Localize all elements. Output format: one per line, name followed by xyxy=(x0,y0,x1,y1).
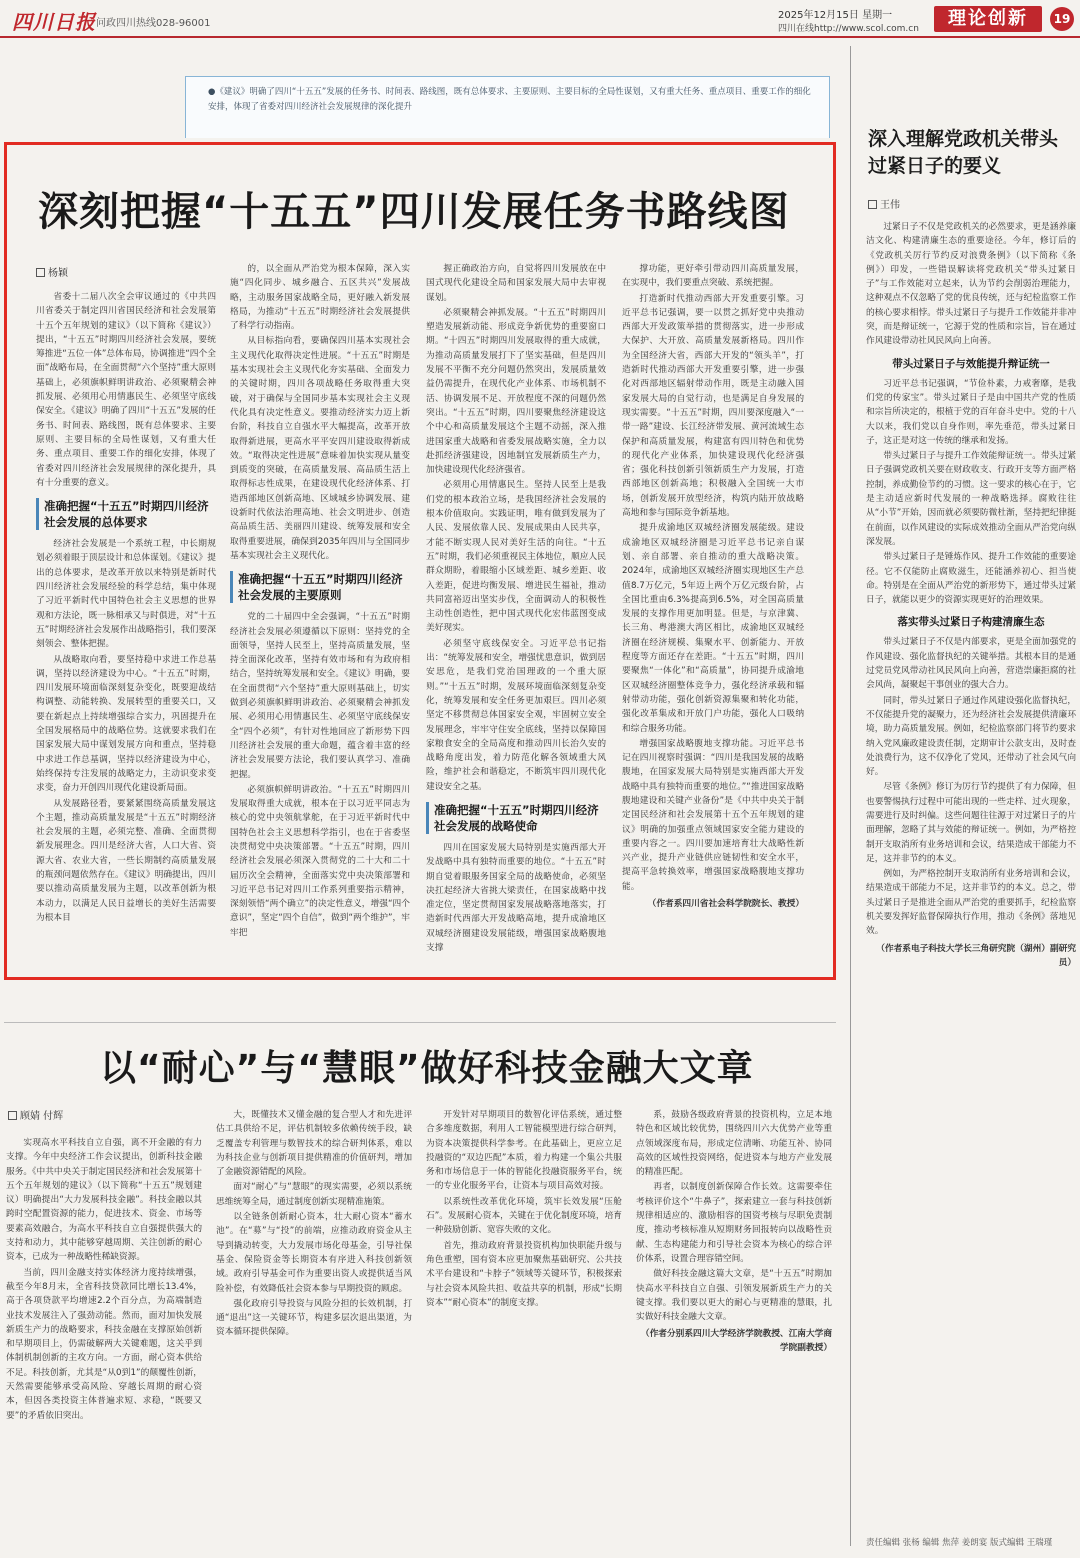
paragraph: 系，鼓励各级政府背景的投资机构，立足本地特色和区域比较优势，围绕四川六大优势产业等重点领域深度布局，形成定位清晰、功能互补、协同高效的区域性投资网络，促进资本与地方产业发展的精准匹配。 xyxy=(636,1110,832,1178)
second-byline-text: 顾婧 付辉 xyxy=(20,1111,64,1122)
second-author-note: （作者分别系四川大学经济学院教授、江南大学商学院副教授） xyxy=(640,1329,832,1354)
page-number: 19 xyxy=(1050,7,1074,31)
paragraph: 强化政府引导投资与风险分担的长效机制，打通“退出”这一关键环节，构建多层次退出渠道，为资本循环提供保障。 xyxy=(216,1298,412,1338)
summary-callout xyxy=(185,76,830,138)
paragraph: 同时，带头过紧日子通过作风建设强化监督执纪，不仅能提升党的凝聚力，还为经济社会发展提供清廉环境，助力高质量发展。例如，纪检监察部门将节约要求纳入党风廉政建设责任制，定期审计公款支出，及时查处浪费行为，这不仅净化了党风，还带动了社会风气向好。 xyxy=(866,695,1076,778)
newspaper-logo: 四川日报 xyxy=(12,10,96,34)
paragraph: 带头过紧日子是锤炼作风、提升工作效能的重要途径。它不仅能防止腐败滋生，还能涵养初心、担当使命。特别是在全面从严治党的新形势下，通过带头过紧日子，就能以更少的资源实现更好的治理效果。 xyxy=(866,552,1076,606)
second-column-2 xyxy=(216,1108,412,1552)
feature-article-title: 深刻把握“十五五”四川发展任务书路线图 xyxy=(38,189,790,235)
feature-byline xyxy=(36,264,68,279)
sidebar-subhead-2: 落实带头过紧日子构建清廉生态 xyxy=(897,616,1045,629)
sidebar-subhead-1: 带头过紧日子与效能提升辩证统一 xyxy=(892,357,1050,370)
paragraph: 从目标指向看，要确保四川基本实现社会主义现代化取得决定性进展。“十五五”时期是基本实现社会主义现代化夯实基础、全面发力的关键时期，四川各项战略任务取得重大突破，对于确保与全国同步基本实现社会主义现代化具有决定性意义。要推动经济实力迈上新台阶，科技自立自强水平大幅提高，改革开放取得新进展，更高水平平安四川建设取得新成效。“取得决定性进展”意味着加快实现从量变到质变的突破，在高质量发展、高品质生活上取得标志性成果，在建设现代化经济体系、打造西部地区创新高地、区域城乡协调发展、建设新时代依法治理高地、社会文明进步、创造高品质生活、美丽四川建设、统筹发展和安全取得重要进展，确保到2035年四川与全国同步基本实现社会主义现代化。 xyxy=(230,336,410,561)
second-article-title: 以“耐心”与“慧眼”做好科技金融大文章 xyxy=(100,1048,754,1089)
second-byline xyxy=(8,1107,63,1122)
paragraph: 增强国家战略腹地支撑功能。习近平总书记在四川视察时强调：“四川是我国发展的战略腹地，在国家发展大局特别是实施西部大开发战略中具有独特而重要的地位。”“推进国家战略腹地建设和关键产业备份”是《中共中央关于制定国民经济和社会发展第十五个五年规划的建议》明确的加强重点领域国家安全能力建设的重要内容之一。四川要加速培育壮大战略性新兴产业，提升产业链供应链韧性和安全水平，提高平急转换效率，增强国家战略腹地支撑功能。 xyxy=(622,738,804,892)
feature-column-4 xyxy=(622,262,804,970)
second-column-3 xyxy=(426,1108,622,1552)
paragraph: 带头过紧日子与提升工作效能辩证统一。带头过紧日子强调党政机关要在财政收支、行政开支等方面严格控制，养成勤俭节约的习惯。这一要求的核心在于，它是主动适应新时代发展的一种战略选择。腐败往往从“小节”开始，因而就必须要防微杜渐，坚持把纪律挺在前面，以作风建设的实际成效推动全面从严治党向纵深发展。 xyxy=(866,451,1076,547)
paragraph: 经济社会发展是一个系统工程，中长期规划必须着眼于顶层设计和总体谋划。《建议》提出的总体要求，是改革开放以来特别是新时代四川经济社会发展经验的科学总结，集中体现了习近平新时代中国特色社会主义思想的世界观和方法论，既一脉相承又与时俱进，对“十五五”时期经济社会发展作出战略指引，我们要深刻领会、整体把握。 xyxy=(36,539,216,650)
paragraph: 提升成渝地区双城经济圈发展能级。建设成渝地区双城经济圈是习近平总书记亲自谋划、亲自部署、亲自推动的重大战略决策。2024年，成渝地区双城经济圈实现地区生产总值8.7万亿元，5年迈上两个万亿元级台阶，占全国比重由6.3%提高到6.5%，对全国高质量发展的支撑作用更加明显。但是，与京津冀、长三角、粤港澳大湾区相比，成渝地区双城经济圈在经济规模、集聚水平、创新能力、开放程度等方面还存在差距。“十五五”时期，四川要聚焦“一体化”和“高质量”，协同提升成渝地区双城经济圈整体竞争力，强化经济承载和辐射带动功能，强化创新资源集聚和转化功能，强化改革集成和开放门户功能，强化人口吸纳和综合服务功能。 xyxy=(622,523,804,734)
paragraph: 撑功能，更好牵引带动四川高质量发展，在实现中，我们要重点突破、系统把握。 xyxy=(622,264,804,289)
summary-text: ●《建议》明确了四川“十五五”发展的任务书、时间表、路线图，既有总体要求、主要原则、主要目标的全局性谋划，又有重大任务、重点项目、重要工作的细化安排，体现了省委对四川经济社会发展规律的深化提升 xyxy=(208,87,811,112)
paragraph: 实现高水平科技自立自强，离不开金融的有力支撑。今年中央经济工作会议提出，创新科技金融服务。《中共中央关于制定国民经济和社会发展第十五个五年规划的建议》（以下简称“十五五”规划建议）明确提出“大力发展科技金融”。科技金融以其跨时空配置资源的能力，促进技术、资金、市场等要素高效融合，为高水平科技自立自强提供强大的支持和动力，其中能够穿越周期、关注创新的耐心资本，已成为一种战略性稀缺资源。 xyxy=(6,1138,202,1263)
paragraph: 尽管《条例》修订为厉行节约提供了有力保障，但也要警惕执行过程中可能出现的一些走样、过火现象，需要进行及时纠偏。这些问题往往源于对过紧日子的片面理解，忽略了其与效能的辩证统一。例如，为严格控制开支取消所有业务培训和会议，结果造成干部能力不足，这并非节约的本义。 xyxy=(866,782,1076,864)
paragraph: 以全链条创新耐心资本，壮大耐心资本“蓄水池”。在“募”与“投”的前端，应推动政府资金从主导到撬动转变，大力发展市场化母基金，引导社保基金、保险资金等长期资本有序进入科技创新领域。政府引导基金可作为重要出资人或提供适当风险补偿，有效降低社会资本参与早期投资的顾虑。 xyxy=(216,1212,412,1294)
feature-byline-text: 杨颖 xyxy=(48,268,68,279)
paragraph: 开发针对早期项目的数智化评估系统，通过整合多维度数据，利用人工智能模型进行综合研判，为资本决策提供科学参考。在此基础上，更应立足投融资的“双边匹配”本质，着力构建一个集公共服务和市场信息于一体的智能化投融资服务平台，统一的专业化服务平台，让资本与项目高效对接。 xyxy=(426,1110,622,1192)
second-column-1 xyxy=(6,1136,202,1552)
paragraph: 必须坚守底线保安全。习近平总书记指出：“统筹发展和安全，增强忧患意识，做到居安思危，是我们党治国理政的一个重大原则。”“十五五”时期，发展环境面临深刻复杂变化，统筹发展和安全任务更加艰巨。四川必须坚定不移贯彻总体国家安全观，牢固树立安全发展理念，牢牢守住安全底线，坚持以保障国家粮食安全的全局高度和推动四川长治久安的战略角度出发，着力防范化解各领域重大风险，维护社会和谐稳定，不断筑牢四川现代化建设安全之基。 xyxy=(426,638,606,792)
sidebar-byline-text: 王伟 xyxy=(880,200,900,211)
paragraph: 以系统性改革优化环境，筑牢长效发展“压舱石”。发展耐心资本，关键在于优化制度环境，培育一种鼓励创新、宽容失败的文化。 xyxy=(426,1196,622,1236)
feature-author-note: （作者系四川省社会科学院院长、教授） xyxy=(647,899,804,910)
paragraph: 当前，四川金融支持实体经济力度持续增强，截至今年8月末，全省科技贷款同比增长13.4%，高于各项贷款平均增速2.2个百分点，为高端制造业技术发展注入了强劲动能。然而，面对加快发展新质生产力的战略要求，科技金融在支撑原始创新和早期项目上，仍需破解两大关键难题，这关乎到体制机制创新的主攻方向。一方面，耐心资本供给不足。科技创新，尤其是“从0到1”的颠覆性创新，天然需要能够承受高风险、穿越长周期的耐心资本，但因各类投资主体普遍求短、求稳，“既要又要”的矛盾依旧突出。 xyxy=(6,1267,202,1421)
divider xyxy=(4,1022,836,1023)
paragraph: 做好科技金融这篇大文章，是“十五五”时期加快高水平科技自立自强、引领发展新质生产力的关键支撑。我们要以更大的耐心与更精准的慧眼，扎实做好科技金融大文章。 xyxy=(636,1269,832,1323)
feature-subhead-3: 准确把握“十五五”时期四川经济社会发展的战略使命 xyxy=(426,802,606,834)
sidebar-column xyxy=(866,220,1076,1530)
paragraph: 握正确政治方向，自觉将四川发展放在中国式现代化建设全局和国家发展大局中去审视谋划。 xyxy=(426,264,606,303)
second-column-4 xyxy=(636,1108,832,1552)
sidebar-author-note: （作者系电子科技大学长三角研究院（湖州）副研究员） xyxy=(876,943,1076,968)
paragraph: 从发展路径看，要紧紧围绕高质量发展这个主题，推动高质量发展是“十五五”时期经济社会发展的主题，必须完整、准确、全面贯彻新发展理念。四川是经济大省，人口大省、资源大省、农业大省，一些长期制约高质量发展的瓶颈问题依然存在。《建议》明确提出，四川要以推动高质量发展为主题，以改革创新为根本动力，以满足人民日益增长的美好生活需要为根本目 xyxy=(36,798,216,923)
website-link[interactable]: 四川在线http://www.scol.com.cn xyxy=(778,24,919,34)
feature-subhead-2: 准确把握“十五五”时期四川经济社会发展的主要原则 xyxy=(230,571,410,603)
paragraph: 省委十二届八次全会审议通过的《中共四川省委关于制定四川省国民经济和社会发展第十五个五年规划的建议》（以下简称《建议》）提出，“十五五”时期四川经济社会发展，要统筹推进“五位一体”总体布局，协调推进“四个全面”战略布局，在全面贯彻“六个坚持”重大原则基础上，必须旗帜鲜明讲政治、必须聚精会神抓发展、必须用心用情惠民生、必须坚守底线保安全。《建议》明确了四川“十五五”发展的任务书、时间表、路线图，既有总体要求、主要原则、主要目标的全局性谋划，又有重大任务、重点项目、重要工作的细化安排，体现了省委对四川经济社会发展规律的深化提升，具有十分重要的意义。 xyxy=(36,292,216,488)
masthead xyxy=(0,0,1080,38)
paragraph: 必须聚精会神抓发展。“十五五”时期四川塑造发展新动能、形成竞争新优势的重要窗口期。“十四五”时期四川发展取得的重大成就，为推动高质量发展打下了坚实基础，但是四川发展不平衡不充分问题仍然突出，发展质量效益仍需提升，在现代化产业体系、市场机制不活、协调发展不足、开放程度不深的问题仍然突出。“十五五”时期，四川要聚焦经济建设这个中心和高质量发展这个主题不动摇，深入推进国家重大战略和省委发展战略实施，全力以赴抓经济强建设，因地制宜发展新质生产力，加快建设现代化经济强省。 xyxy=(426,307,606,476)
paragraph: 必须旗帜鲜明讲政治。“十五五”时期四川发展取得重大成就，根本在于以习近平同志为核心的党中央领航掌舵，在于习近平新时代中国特色社会主义思想科学指引，也在于省委坚决贯彻党中央决策部署。“十五五”时期，四川经济社会发展必须深入贯彻党的二十大和二十届历次全会精神，全面落实党中央决策部署和习近平总书记对四川工作系列重要指示精神，深刻领悟“两个确立”的决定性意义，增强“四个意识”，坚定“四个自信”，做到“两个维护”，牢牢把 xyxy=(230,784,410,938)
paragraph: 首先，推动政府背景投资机构加快职能升级与角色重塑，国有资本应更加聚焦基础研究、公共技术平台建设和“卡脖子”领域等关键环节，积极探索与社会资本风险共担、收益共享的机制，形成“长期资本”“耐心资本”的制度支撑。 xyxy=(426,1240,622,1308)
section-badge: 理论创新 xyxy=(934,6,1042,32)
paragraph: 习近平总书记强调，“节俭朴素，力戒奢靡，是我们党的传家宝”。带头过紧日子是由中国共产党的性质和宗旨所决定的，根植于党的百年奋斗史中。党的十八大以来，我们党以自身作则，率先垂范，带头过紧日子，这正是对这一传统的继承和发扬。 xyxy=(866,378,1076,446)
paragraph: 再者，以制度创新保障合作长效。这需要牵住考核评价这个“牛鼻子”，探索建立一套与科技创新规律相适应的、激励相容的国资考核与尽职免责制度，推动考核标准从短期财务回报转向以战略性贡献、生态构建能力和引导社会资本为核心的综合评价体系，设置合理容错空间。 xyxy=(636,1182,832,1264)
paragraph: 带头过紧日子不仅是内部要求，更是全面加强党的作风建设、强化监督执纪的关键举措。其根本目的是通过党员党风带动社风民风向上向善，营造崇廉拒腐的社会风尚，凝聚起干事创业的强大合力。 xyxy=(866,637,1076,691)
paragraph: 从战略取向看，要坚持稳中求进工作总基调，坚持以经济建设为中心。“十五五”时期，四川发展环境面临深刻复杂变化，既要迎战结构调整、动能转换、发展转型的重要关口，又要在新起点上持续增强综合实力，巩固提升在全国发展格局中的战略位势。这就要求我们在国家发展大局中谋划发展方向和重点，坚持稳中求进工作总基调，坚持以经济建设为中心，始终保持专注发展的战略定力，主动识变求变求变，奋力开创四川现代化建设新局面。 xyxy=(36,654,216,794)
editor-credits: 责任编辑 张杨 编辑 焦萍 姜朗宴 版式编辑 王瑞瑾 xyxy=(866,1538,1053,1548)
sidebar-divider xyxy=(850,46,851,1546)
feature-column-1 xyxy=(36,290,216,970)
sidebar-article-title: 深入理解党政机关带头过紧日子的要义 xyxy=(868,128,1059,177)
paragraph: 必须用心用情惠民生。坚持人民至上是我们党的根本政治立场，是我国经济社会发展的根本价值取向。实践证明，唯有做到发展为了人民、发展依靠人民、发展成果由人民共享，才能不断实现人民对美好生活的向往。“十五五”时期，我们必须重视民主体地位，顺应人民群众期盼，着眼缩小区域差距、城乡差距、收入差距，促进均衡发展、增进民生福祉，推动共同富裕迈出坚实步伐，全面调动人的积极性主动性创造性，把中国式现代化宏伟蓝图变成美好现实。 xyxy=(426,480,606,634)
hotline: 问政四川热线028-96001 xyxy=(96,18,211,29)
paragraph: 四川在国家发展大局特别是实施西部大开发战略中具有独特而重要的地位。“十五五”时期自觉着眼服务国家全局的战略使命，必须坚决扛起经济大省挑大梁责任，在国家战略中找准定位，坚定贯彻国家发展战略落地落实，打造新时代西部大开发战略高地，提升成渝地区双城经济圈建设发展能级，增强国家战略腹地支撑 xyxy=(426,842,606,954)
paragraph: 打造新时代推动西部大开发重要引擎。习近平总书记强调，要一以贯之抓好党中央推动西部大开发政策举措的贯彻落实，进一步形成大保护、大开放、高质量发展新格局。四川作为全国经济大省，西部大开发的“领头羊”，打造新时代推动西部大开发重要引擎，进一步强化对西部地区辐射带动作用，既是主动融入国家发展大局的自觉行动，也是满足自身发展的现实需要。“十五五”时期，四川要深度融入“一带一路”建设、长江经济带发展、黄河流域生态保护和高质量发展，构建富有四川特色和优势的现代化产业体系，加快建设现代化经济强省；强化科技创新引领新质生产力发展，打造西部地区创新高地；积极融入全国统一大市场，创新发展开放型经济，构筑内陆开放战略高地和参与国际竞争新基地。 xyxy=(622,293,804,519)
feature-column-2 xyxy=(230,262,410,970)
paragraph: 大，既懂技术又懂金融的复合型人才和先进评估工具供给不足，评估机制较多依赖传统手段，缺乏覆盖专利管理与数智技术的综合研判体系，难以为科技企业与创新项目提供精准的价值研判，增加了金融资源错配的风险。 xyxy=(216,1110,412,1178)
feature-column-3 xyxy=(426,262,606,970)
issue-date: 2025年12月15日 星期一 xyxy=(778,10,893,21)
sidebar-byline xyxy=(868,196,900,211)
paragraph: 的，以全面从严治党为根本保障，深入实施“四化同步、城乡融合、五区共兴”发展战略，主动服务国家战略全局，更好融入新发展格局，为推动“十五五”时期经济社会发展提供了科学行动指南。 xyxy=(230,264,410,332)
paragraph: 面对“耐心”与“慧眼”的现实需要，必须以系统思维统筹全局，通过制度创新实现精准施策。 xyxy=(216,1182,412,1207)
paragraph: 党的二十届四中全会强调，“十五五”时期经济社会发展必须遵循以下原则：坚持党的全面领导，坚持人民至上，坚持高质量发展，坚持全面深化改革，坚持有效市场和有为政府相结合，坚持统筹发展和安全。《建议》明确，要在全面贯彻“六个坚持”重大原则基础上，切实做到必须旗帜鲜明讲政治、必须聚精会神抓发展、必须用心用情惠民生、必须坚守底线保安全“四个必须”，有针对性地回应了新形势下四川经济社会发展的重大命题，蕴含着丰富的经济社会发展要方法论，我们要认真学习、准确把握。 xyxy=(230,612,410,780)
paragraph: 过紧日子不仅是党政机关的必然要求，更是涵养廉洁文化、构建清廉生态的重要途径。今年，修订后的《党政机关厉行节约反对浪费条例》（以下简称《条例》）印发，一些错误解读将党政机关“带头过紧日子”与工作效能对立起来，认为节约会削弱治理能力，这种观点不仅忽略了党的优良传统，还与纪检监察工作的核心要求相悖。带头过紧日子与提升工作效能并非冲突，而是辩证统一，它源于党的性质和宗旨，旨在通过作风建设带动社风民风向上向善。 xyxy=(866,222,1076,347)
paragraph: 例如，为严格控制开支取消所有业务培训和会议，结果造成干部能力不足，这并非节约的本义。总之，带头过紧日子是推进全面从严治党的重要抓手，纪检监察机关要发挥好监督保障执行作用，推动《条例》落地见效。 xyxy=(866,869,1076,937)
feature-subhead-1: 准确把握“十五五”时期四川经济社会发展的总体要求 xyxy=(36,498,216,530)
